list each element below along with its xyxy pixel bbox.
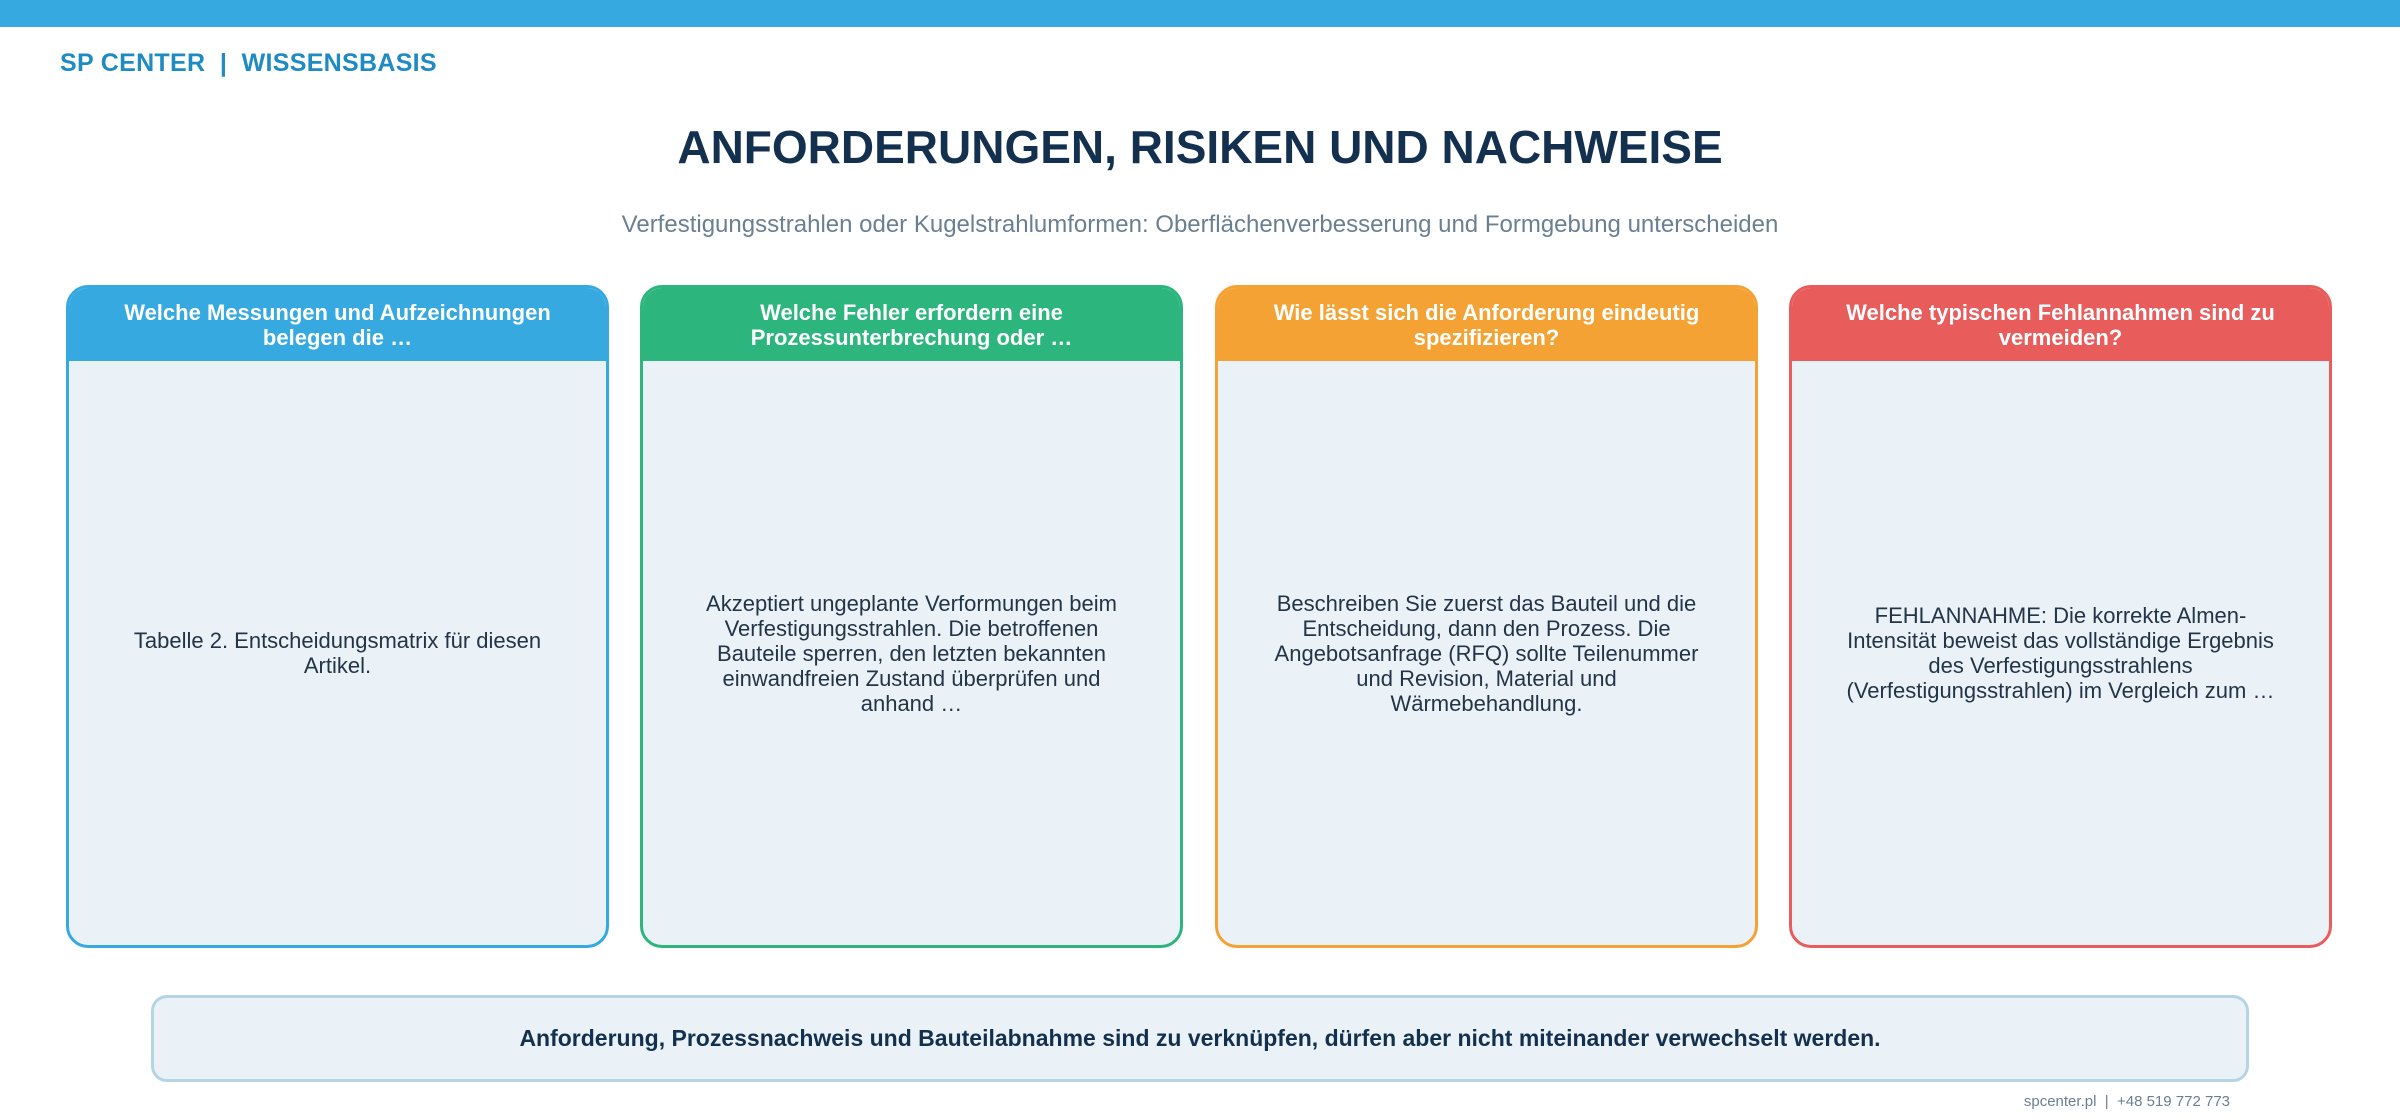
card-text: FEHLANNAHME: Die korrekte Almen-Intensität beweist das vollständige Ergebnis des Verfestigungsstrahlens (Verfestigungsstrahlen) im Vergleich zum … <box>1846 603 2275 703</box>
brand-label: SP CENTER | WISSENSBASIS <box>60 49 437 77</box>
page-subtitle: Verfestigungsstrahlen oder Kugelstrahlumformen: Oberflächenverbesserung und Formgebung unterscheiden <box>621 211 1779 238</box>
page-title: ANFORDERUNGEN, RISIKEN UND NACHWEISE <box>677 121 1723 173</box>
card-text: Beschreiben Sie zuerst das Bauteil und die Entscheidung, dann den Prozess. Die Angebotsanfrage (RFQ) sollte Teilenummer und Revision, Material und Wärmebehandlung. <box>1274 590 1699 716</box>
card-errors <box>640 285 1183 948</box>
top-accent-bar <box>0 0 2400 27</box>
card-text: Tabelle 2. Entscheidungsmatrix für diesen Artikel. <box>133 628 542 678</box>
card-misconceptions <box>1789 285 2332 948</box>
card-header: Welche typischen Fehlannahmen sind zu vermeiden? <box>1792 288 2329 361</box>
card-specification <box>1215 285 1758 948</box>
card-header: Welche Messungen und Aufzeichnungen belegen die … <box>69 288 606 361</box>
summary-note: Anforderung, Prozessnachweis und Bauteilabnahme sind zu verknüpfen, dürfen aber nicht miteinander verwechselt werden. <box>151 995 2249 1082</box>
card-header: Welche Fehler erfordern eine Prozessunterbrechung oder … <box>643 288 1180 361</box>
contact-info: spcenter.pl | +48 519 772 773 <box>2023 1093 2230 1110</box>
card-text: Akzeptiert ungeplante Verformungen beim Verfestigungsstrahlen. Die betroffenen Bauteile sperren, den letzten bekannten einwandfreien Zustand überprüfen und anhand … <box>706 590 1117 716</box>
card-measurements <box>66 285 609 948</box>
card-header: Wie lässt sich die Anforderung eindeutig spezifizieren? <box>1218 288 1755 361</box>
